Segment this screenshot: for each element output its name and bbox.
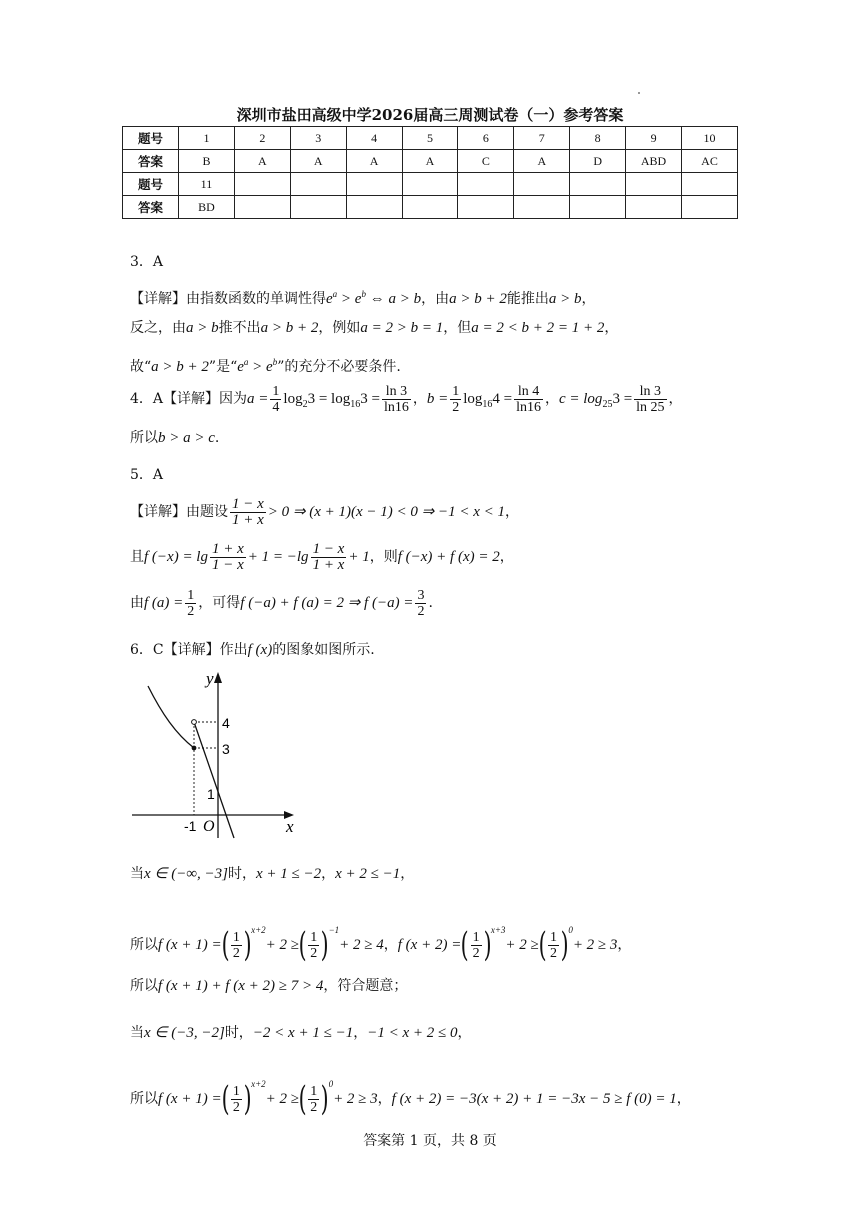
table-cell: 8 — [570, 127, 626, 150]
math: + 2 ≥ 4 — [339, 937, 384, 953]
table-cell: 9 — [626, 127, 682, 150]
numerator: ln 3 — [634, 384, 666, 400]
table-cell — [514, 173, 570, 196]
function-graph — [128, 668, 298, 840]
paren: ( — [460, 925, 469, 965]
fraction — [185, 588, 196, 619]
table-cell — [570, 196, 626, 219]
paren: ) — [483, 925, 492, 965]
denominator: ln16 — [383, 399, 409, 415]
math: > 0 ⇒ (x + 1)(x − 1) < 0 ⇒ −1 < x < 1 — [267, 504, 505, 520]
table-cell — [514, 196, 570, 219]
denominator: 2 — [310, 1099, 318, 1115]
math-part: e — [326, 291, 333, 307]
denominator: 1 + x — [232, 511, 264, 528]
table-row — [123, 150, 738, 173]
numerator: 1 — [452, 383, 460, 399]
math: f (−x) + f (x) = 2 — [397, 549, 500, 565]
text: . — [428, 595, 433, 611]
table-cell — [682, 173, 738, 196]
math: f (x) — [247, 642, 273, 658]
table-cell: 11 — [179, 173, 235, 196]
table-cell — [290, 173, 346, 196]
fraction — [230, 497, 266, 528]
row-label: 答案 — [123, 150, 179, 173]
math: + 2 ≥ 3 — [333, 1091, 378, 1107]
fraction — [231, 930, 242, 961]
subscript: 25 — [602, 398, 613, 410]
numerator: 1 — [472, 929, 480, 945]
fraction — [210, 542, 246, 573]
math: 4 = — [492, 391, 513, 407]
table-cell: B — [179, 150, 235, 173]
open-point — [192, 720, 197, 725]
denominator: 2 — [310, 945, 318, 961]
fraction — [308, 1084, 319, 1115]
table-cell: A — [234, 150, 290, 173]
numerator: ln 3 — [382, 384, 411, 400]
text: ， — [617, 937, 632, 953]
text: ， — [604, 320, 619, 336]
q5-head: 5．A — [130, 467, 164, 483]
math: f (x + 1) + f (x + 2) ≥ 7 > 4 — [158, 978, 324, 994]
table-cell: 3 — [290, 127, 346, 150]
math — [326, 291, 421, 307]
numerator: ln 4 — [514, 384, 543, 400]
paren: ) — [243, 1079, 252, 1119]
math: f (a) = — [144, 595, 184, 611]
q3-line-1 — [130, 284, 595, 309]
text: ”的充分不必要条件. — [277, 359, 401, 375]
math: + 2 ≥ — [265, 937, 300, 953]
math: x ∈ (−∞, −3] — [144, 866, 228, 882]
math: a = — [247, 391, 269, 407]
table-row — [123, 127, 738, 150]
scan-dot — [638, 92, 640, 94]
fraction — [311, 542, 347, 573]
subscript: 2 — [302, 398, 308, 410]
text: ， — [581, 291, 596, 307]
text: ， — [321, 866, 336, 882]
text: 推不出 — [218, 320, 261, 336]
text: 且 — [130, 549, 144, 565]
text: 能推出 — [506, 291, 549, 307]
table-cell: C — [458, 150, 514, 173]
origin-label: O — [203, 818, 215, 835]
table-cell: 6 — [458, 127, 514, 150]
superscript: −1 — [328, 925, 340, 935]
fraction — [548, 930, 559, 961]
q5-line-2 — [130, 540, 514, 574]
superscript: x+2 — [251, 925, 266, 935]
table-cell: 1 — [179, 127, 235, 150]
paren: ) — [320, 925, 329, 965]
table-cell: A — [346, 150, 402, 173]
numerator: 1 — [310, 1083, 318, 1099]
text: ，例如 — [318, 320, 361, 336]
superscript: 0 — [568, 925, 573, 935]
denominator: 2 — [550, 945, 558, 961]
table-cell — [458, 173, 514, 196]
math: 3 = — [360, 391, 380, 407]
text: ， — [383, 937, 398, 953]
math: a > b + 2 — [449, 291, 507, 307]
fraction — [514, 384, 543, 415]
numerator: 1 − x — [232, 495, 264, 512]
text: ， — [499, 549, 514, 565]
superscript: a — [243, 357, 249, 367]
paren: ( — [298, 925, 307, 965]
text: ，由 — [421, 291, 450, 307]
text: ， — [668, 391, 683, 407]
superscript: x+2 — [251, 1079, 266, 1089]
text: ， — [504, 504, 519, 520]
table-cell — [458, 196, 514, 219]
math: + 1 = −lg — [247, 549, 309, 565]
q6-head — [130, 640, 375, 660]
text: ，则 — [369, 549, 398, 565]
table-cell — [346, 196, 402, 219]
numerator: 1 − x — [312, 540, 345, 557]
math: + 2 ≥ — [265, 1091, 300, 1107]
math: −2 < x + 1 ≤ −1 — [252, 1025, 354, 1041]
row-label: 答案 — [123, 196, 179, 219]
paren: ) — [320, 1079, 329, 1119]
text: ， — [457, 1025, 472, 1041]
tick-label-4: 4 — [222, 715, 230, 731]
table-row — [123, 196, 738, 219]
table-cell: A — [290, 150, 346, 173]
q4-line-2 — [130, 428, 219, 448]
math — [237, 359, 277, 375]
text: 当 — [130, 866, 144, 882]
math: a > b — [186, 320, 219, 336]
text: 6．C【详解】作出 — [130, 642, 248, 658]
q6-line-2 — [130, 910, 631, 965]
denominator: 2 — [452, 399, 460, 415]
table-cell: D — [570, 150, 626, 173]
table-cell — [626, 173, 682, 196]
math: x + 2 ≤ −1 — [335, 866, 401, 882]
paren: ( — [298, 1079, 307, 1119]
subscript: 16 — [350, 398, 361, 410]
math-part: e — [237, 359, 244, 375]
table-cell — [290, 196, 346, 219]
x-axis-label: x — [286, 817, 294, 836]
curve-left-branch — [148, 686, 194, 748]
table-cell: 10 — [682, 127, 738, 150]
q3-head: 3．A — [130, 254, 164, 270]
math-part: ⇔ a > b — [365, 291, 422, 307]
text: 时， — [224, 1025, 253, 1041]
text: 4．A【详解】因为 — [130, 391, 248, 407]
math: f (x + 2) = −3(x + 2) + 1 = −3x − 5 ≥ f (0) = 1 — [391, 1091, 677, 1107]
q5-line-1 — [130, 495, 519, 529]
fraction — [308, 930, 319, 961]
numerator: 3 — [417, 587, 425, 603]
text: 【详解】由指数函数的单调性得 — [130, 291, 326, 307]
y-axis-label: y — [206, 669, 214, 688]
text: ， — [400, 866, 415, 882]
fraction — [471, 930, 482, 961]
text: 所以 — [130, 937, 158, 953]
math: + 2 ≥ 3 — [572, 937, 618, 953]
math: a > b — [548, 291, 582, 307]
math: + 2 ≥ — [505, 937, 539, 953]
math: b > a > c — [158, 430, 215, 446]
table-cell — [402, 173, 458, 196]
denominator: ln 25 — [636, 399, 665, 415]
table-cell — [626, 196, 682, 219]
superscript: a — [332, 289, 338, 299]
q6-line-5 — [130, 1064, 691, 1119]
math: 3 = — [612, 391, 633, 407]
math: x + 1 ≤ −2 — [256, 866, 322, 882]
text: ，但 — [443, 320, 472, 336]
math: 3 = log — [307, 391, 351, 407]
math: log — [463, 391, 483, 407]
text: ， — [544, 391, 559, 407]
answer-table — [122, 126, 738, 219]
fraction — [415, 588, 426, 619]
math: a > b + 2 — [260, 320, 319, 336]
text: 反之，由 — [130, 320, 186, 336]
table-cell: ABD — [626, 150, 682, 173]
paren: ) — [560, 925, 569, 965]
q6-line-3 — [130, 976, 407, 996]
fraction — [382, 384, 411, 415]
math-part: > e — [248, 359, 273, 375]
row-label: 题号 — [123, 127, 179, 150]
table-cell — [402, 196, 458, 219]
math: log — [283, 391, 303, 407]
page-title: 深圳市盐田高级中学2026届高三周测试卷（一）参考答案 — [236, 106, 624, 124]
table-cell — [682, 196, 738, 219]
math: b = — [426, 391, 449, 407]
q3-line-3 — [130, 352, 401, 377]
table-cell — [346, 173, 402, 196]
denominator: 1 + x — [312, 556, 345, 573]
fraction — [450, 384, 461, 415]
text: 所以 — [130, 430, 158, 446]
closed-point — [192, 746, 197, 751]
tick-label-3: 3 — [222, 741, 230, 757]
row-label: 题号 — [123, 173, 179, 196]
superscript: 0 — [328, 1079, 334, 1089]
text: 【详解】由题设 — [130, 504, 228, 520]
paren: ( — [538, 925, 547, 965]
text: 所以 — [130, 978, 158, 994]
page-footer: 答案第 1 页，共 8 页 — [363, 1133, 497, 1149]
math: a = 2 < b + 2 = 1 + 2 — [471, 320, 605, 336]
numerator: 1 — [550, 929, 558, 945]
table-cell: 7 — [514, 127, 570, 150]
table-cell — [234, 196, 290, 219]
numerator: 1 + x — [211, 540, 244, 557]
numerator: 1 — [232, 1083, 240, 1099]
table-cell: 4 — [346, 127, 402, 150]
fraction — [634, 384, 666, 415]
numerator: 1 — [310, 929, 318, 945]
text: ，符合题意； — [323, 978, 408, 994]
math-part: > e — [337, 291, 362, 307]
text: ， — [412, 391, 427, 407]
q3-line-2 — [130, 318, 618, 338]
table-cell: AC — [682, 150, 738, 173]
numerator: 1 — [232, 929, 240, 945]
denominator: 4 — [272, 399, 280, 415]
math: c = log — [558, 391, 603, 407]
math: a = 2 > b = 1 — [360, 320, 444, 336]
text: ， — [377, 1091, 392, 1107]
superscript: b — [361, 289, 366, 299]
table-row — [123, 173, 738, 196]
superscript: b — [272, 357, 278, 367]
math: a > b + 2 — [151, 359, 209, 375]
table-cell: A — [514, 150, 570, 173]
text: ”是“ — [208, 359, 238, 375]
denominator: 1 − x — [211, 556, 244, 573]
table-cell: 5 — [402, 127, 458, 150]
math: x ∈ (−3, −2] — [144, 1025, 225, 1041]
text: ， — [353, 1025, 368, 1041]
table-cell: BD — [179, 196, 235, 219]
denominator: 2 — [187, 603, 195, 619]
q6-line-4 — [130, 1023, 471, 1043]
math: f (x + 1) = — [158, 1091, 222, 1107]
denominator: 2 — [232, 945, 240, 961]
fraction — [270, 384, 281, 415]
text: 故“ — [130, 359, 152, 375]
numerator: 1 — [187, 587, 195, 603]
fraction — [231, 1084, 242, 1115]
table-cell: A — [402, 150, 458, 173]
denominator: 2 — [417, 603, 425, 619]
text: 由 — [130, 595, 144, 611]
paren: ( — [221, 925, 230, 965]
subscript: 16 — [482, 398, 493, 410]
math: f (x + 2) = — [397, 937, 462, 953]
text: 所以 — [130, 1091, 158, 1107]
math: −1 < x + 2 ≤ 0 — [367, 1025, 458, 1041]
denominator: 2 — [472, 945, 480, 961]
text: 当 — [130, 1025, 144, 1041]
y-axis-arrow — [214, 672, 222, 683]
denominator: 2 — [232, 1099, 240, 1115]
math: + 1 — [348, 549, 370, 565]
tick-label-1: 1 — [207, 786, 215, 802]
superscript: x+3 — [490, 925, 506, 935]
paren: ) — [243, 925, 252, 965]
text: 的图象如图所示. — [272, 642, 375, 658]
q6-line-1 — [130, 864, 414, 884]
tick-label-neg1: -1 — [184, 818, 197, 834]
text: . — [214, 430, 220, 446]
table-cell — [570, 173, 626, 196]
math: f (−a) + f (a) = 2 ⇒ f (−a) = — [240, 595, 414, 611]
table-cell — [234, 173, 290, 196]
text: ，可得 — [198, 595, 241, 611]
table-cell: 2 — [234, 127, 290, 150]
math: f (x + 1) = — [158, 937, 222, 953]
text: ， — [676, 1091, 691, 1107]
text: 时， — [228, 866, 256, 882]
numerator: 1 — [272, 383, 280, 399]
math: f (−x) = lg — [144, 549, 208, 565]
q5-line-3 — [130, 586, 433, 620]
denominator: ln16 — [516, 399, 541, 415]
paren: ( — [221, 1079, 230, 1119]
q4-line-1 — [130, 382, 683, 422]
